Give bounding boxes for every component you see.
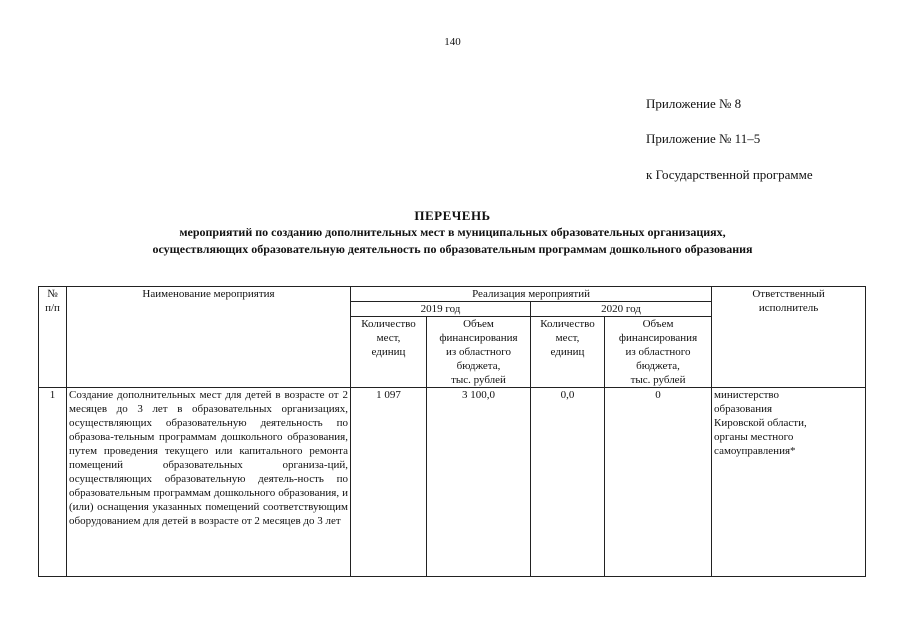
header-quantity-2019-line-2: мест, — [376, 332, 401, 344]
header-quantity-2019-line-1: Количество — [361, 318, 416, 330]
header-quantity-2020-line-1: Количество — [540, 318, 595, 330]
header-quantity-2020-line-3: единиц — [550, 346, 585, 358]
header-funding-2019-line-3: из областного — [446, 346, 511, 358]
appendix-program-reference: к Государственной программе — [646, 167, 813, 182]
row-responsible-line-4: органы местного — [714, 431, 794, 443]
header-funding-2020-line-2: финансирования — [618, 332, 698, 344]
header-funding-2020-line-1: Объем — [642, 318, 674, 330]
header-quantity-2019 — [351, 317, 427, 388]
document-title — [40, 208, 865, 258]
row-funding-2019: 3 100,0 — [427, 388, 531, 577]
header-year-2019: 2019 год — [351, 302, 531, 317]
row-number: 1 — [39, 388, 67, 577]
title-line-2: осуществляющих образовательную деятельность по образовательным программам дошкольного образования — [152, 242, 753, 256]
header-quantity-2019-line-3: единиц — [371, 346, 406, 358]
header-number-line-1: № — [47, 288, 58, 300]
header-number-line-2: п/п — [45, 302, 60, 314]
header-funding-2019-line-1: Объем — [463, 318, 494, 330]
header-funding-2020-line-3: из областного — [625, 346, 691, 358]
header-responsible-line-2: исполнитель — [758, 302, 819, 314]
row-responsible-line-1: министерство — [714, 389, 780, 401]
header-responsible-line-1: Ответственный — [752, 288, 825, 300]
table-row — [39, 388, 866, 577]
header-funding-2019-line-4: бюджета, — [456, 360, 501, 372]
header-implementation: Реализация мероприятий — [351, 287, 712, 302]
title-line-1: мероприятий по созданию дополнительных мест в муниципальных образовательных организациях, — [179, 225, 726, 239]
row-measure-name: Создание дополнительных мест для детей в возрасте от 2 месяцев до 3 лет в образовательных организациях, осуществляющих образовательную деятельность по образова-тельным программам дошкольного образования, путем проведения текущего или капитального ремонта помещений образовательных организа-ций, осуществляющих образовательную деятель-ность по образовательным программам дошкольного образования, и (или) оснащения указанных помещений соответствующим оборудованием для детей в возрасте от 2 месяцев до 3 лет — [67, 388, 351, 577]
header-quantity-2020 — [531, 317, 605, 388]
header-name: Наименование мероприятия — [67, 287, 351, 388]
row-responsible-line-2: образования — [714, 403, 773, 415]
header-funding-2019-line-5: тыс. рублей — [451, 374, 506, 386]
title-heading: ПЕРЕЧЕНЬ — [414, 208, 491, 223]
header-funding-2020-line-4: бюджета, — [636, 360, 680, 372]
appendix-number-11-5: Приложение № 11–5 — [646, 131, 761, 146]
header-quantity-2020-line-2: мест, — [555, 332, 580, 344]
row-responsible-line-3: Кировской области, — [714, 417, 807, 429]
page-number: 140 — [444, 36, 461, 48]
header-responsible — [712, 287, 866, 388]
appendix-number-8: Приложение № 8 — [646, 96, 742, 111]
header-row-1 — [39, 287, 866, 302]
header-year-2020: 2020 год — [531, 302, 712, 317]
header-funding-2020-line-5: тыс. рублей — [630, 374, 686, 386]
row-quantity-2019: 1 097 — [351, 388, 427, 577]
row-responsible-line-5: самоуправления* — [714, 445, 796, 457]
header-funding-2019 — [427, 317, 531, 388]
header-funding-2020 — [605, 317, 712, 388]
header-funding-2019-line-2: финансирования — [439, 332, 518, 344]
measures-table — [38, 286, 866, 577]
row-quantity-2020: 0,0 — [531, 388, 605, 577]
row-funding-2020: 0 — [605, 388, 712, 577]
row-responsible — [712, 388, 866, 577]
header-number — [39, 287, 67, 388]
